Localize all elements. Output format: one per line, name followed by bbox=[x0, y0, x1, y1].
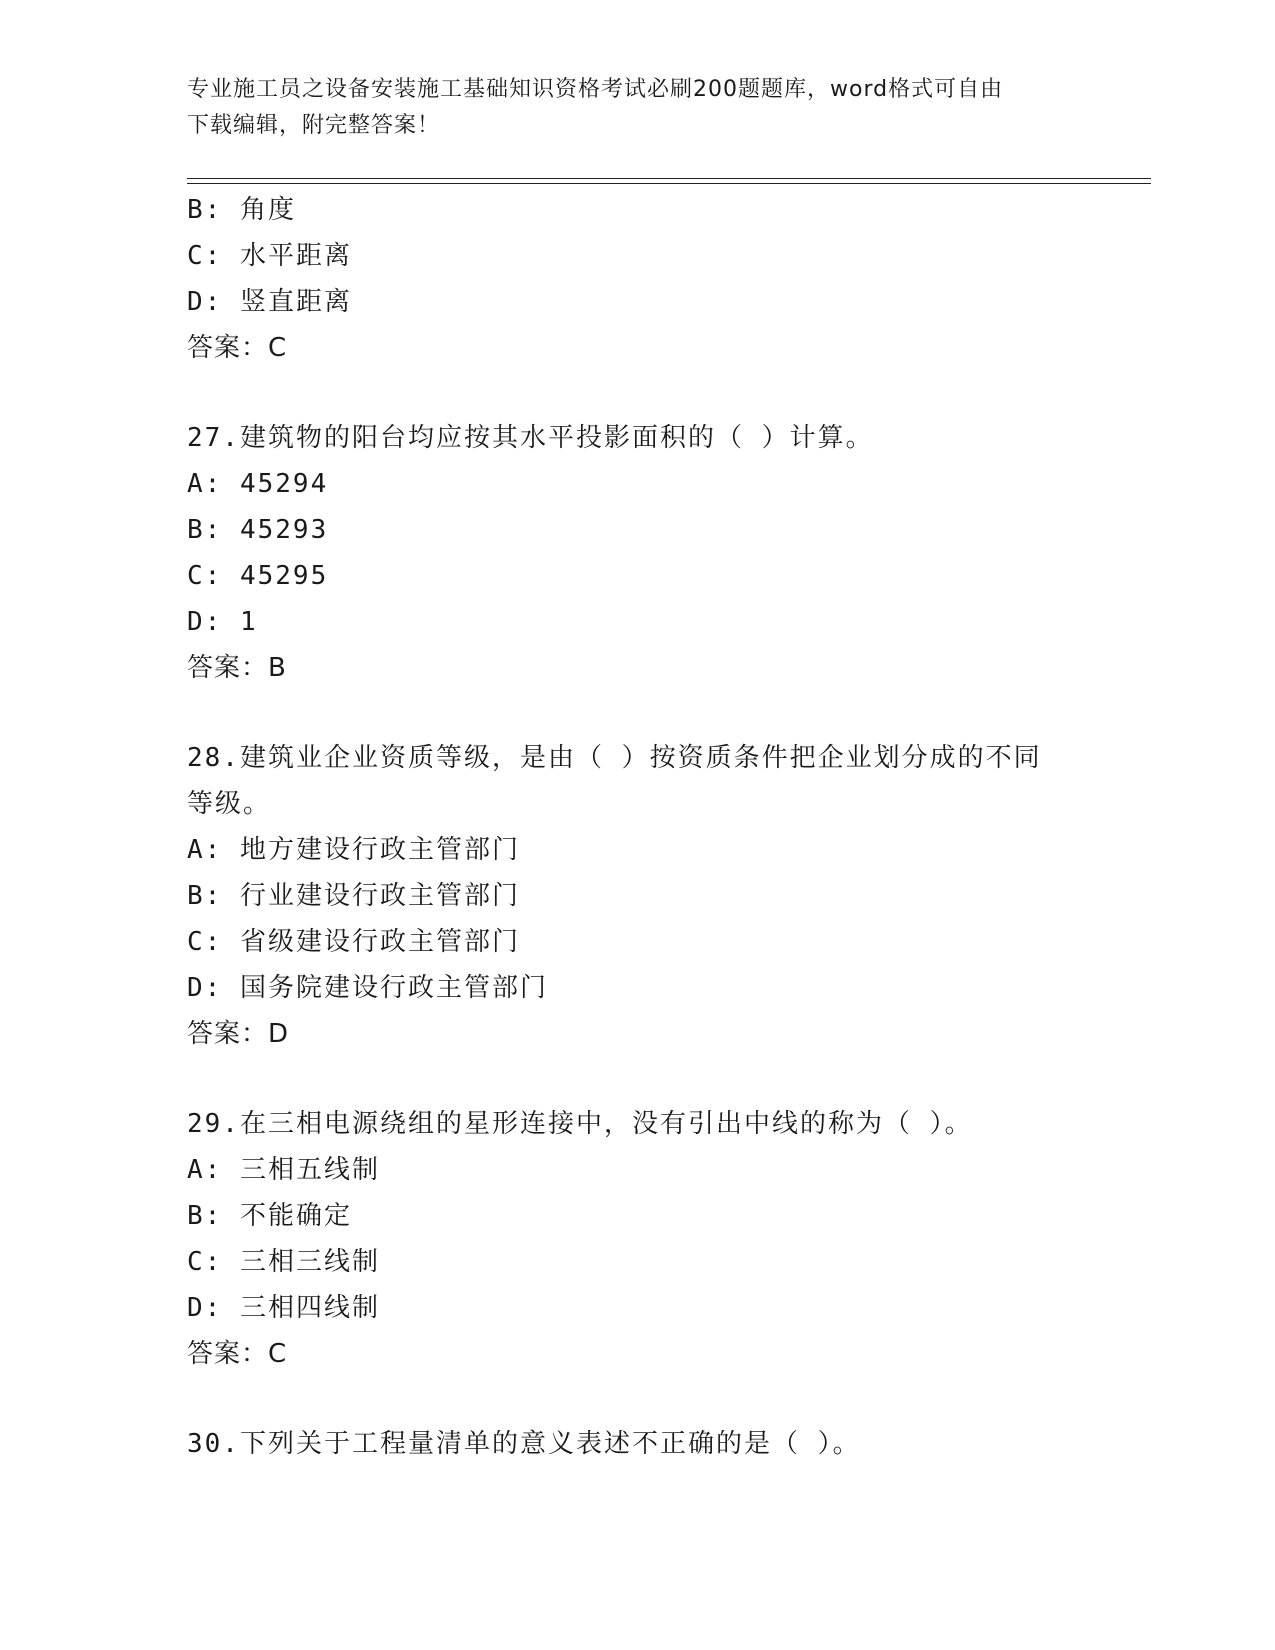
answer-line: 答案：C bbox=[187, 333, 288, 363]
option-label: C: bbox=[187, 241, 223, 271]
header-divider-top bbox=[187, 178, 1151, 179]
answer-line: 答案：D bbox=[187, 1019, 290, 1049]
option-label: B: bbox=[187, 1201, 223, 1231]
option-d bbox=[187, 965, 1087, 1011]
option-c bbox=[187, 233, 1087, 279]
option-text: 地方建设行政主管部门 bbox=[239, 835, 520, 865]
option-label: D: bbox=[187, 607, 223, 637]
header-divider-bottom bbox=[187, 183, 1151, 184]
header-line-2: 下载编辑，附完整答案！ bbox=[187, 113, 441, 138]
document-header bbox=[187, 72, 1067, 144]
question-28 bbox=[187, 735, 1087, 1057]
question-text-line-2: 等级。 bbox=[187, 789, 272, 819]
option-c bbox=[187, 919, 1087, 965]
option-label: A: bbox=[187, 1155, 223, 1185]
question-text: 30.下列关于工程量清单的意义表述不正确的是（ ）。 bbox=[187, 1429, 861, 1459]
option-b bbox=[187, 507, 1087, 553]
option-label: C: bbox=[187, 1247, 223, 1277]
option-text: 45293 bbox=[239, 515, 329, 545]
option-c bbox=[187, 1239, 1087, 1285]
option-text: 水平距离 bbox=[239, 241, 352, 271]
option-text: 三相五线制 bbox=[239, 1155, 380, 1185]
option-d bbox=[187, 599, 1087, 645]
option-d bbox=[187, 1285, 1087, 1331]
option-a bbox=[187, 461, 1087, 507]
option-text: 省级建设行政主管部门 bbox=[239, 927, 520, 957]
option-label: C: bbox=[187, 561, 223, 591]
option-label: B: bbox=[187, 195, 223, 225]
option-b bbox=[187, 1193, 1087, 1239]
option-label: D: bbox=[187, 287, 223, 317]
question-29 bbox=[187, 1101, 1087, 1377]
question-26-continued bbox=[187, 187, 1087, 371]
question-30 bbox=[187, 1421, 1087, 1467]
option-label: A: bbox=[187, 835, 223, 865]
option-text: 45295 bbox=[239, 561, 329, 591]
option-label: B: bbox=[187, 515, 223, 545]
option-label: B: bbox=[187, 881, 223, 911]
option-label: A: bbox=[187, 469, 223, 499]
option-text: 国务院建设行政主管部门 bbox=[239, 973, 548, 1003]
option-text: 45294 bbox=[239, 469, 329, 499]
option-b bbox=[187, 187, 1087, 233]
option-text: 三相三线制 bbox=[239, 1247, 380, 1277]
option-label: D: bbox=[187, 1293, 223, 1323]
option-text: 角度 bbox=[239, 195, 296, 225]
option-a bbox=[187, 827, 1087, 873]
option-c bbox=[187, 553, 1087, 599]
answer-line: 答案：B bbox=[187, 653, 287, 683]
header-line-1: 专业施工员之设备安装施工基础知识资格考试必刷200题题库，word格式可自由 bbox=[187, 77, 1004, 102]
option-d bbox=[187, 279, 1087, 325]
option-text: 竖直距离 bbox=[239, 287, 352, 317]
option-label: C: bbox=[187, 927, 223, 957]
answer-line: 答案：C bbox=[187, 1339, 288, 1369]
question-27 bbox=[187, 415, 1087, 691]
option-text: 不能确定 bbox=[239, 1201, 352, 1231]
option-text: 1 bbox=[239, 607, 258, 637]
option-a bbox=[187, 1147, 1087, 1193]
question-content bbox=[187, 187, 1087, 1467]
option-b bbox=[187, 873, 1087, 919]
question-text-line-1: 28.建筑业企业资质等级，是由（ ）按资质条件把企业划分成的不同 bbox=[187, 743, 1042, 773]
question-text: 27.建筑物的阳台均应按其水平投影面积的（ ）计算。 bbox=[187, 423, 874, 453]
option-text: 三相四线制 bbox=[239, 1293, 380, 1323]
option-text: 行业建设行政主管部门 bbox=[239, 881, 520, 911]
option-label: D: bbox=[187, 973, 223, 1003]
question-text: 29.在三相电源绕组的星形连接中，没有引出中线的称为（ ）。 bbox=[187, 1109, 973, 1139]
